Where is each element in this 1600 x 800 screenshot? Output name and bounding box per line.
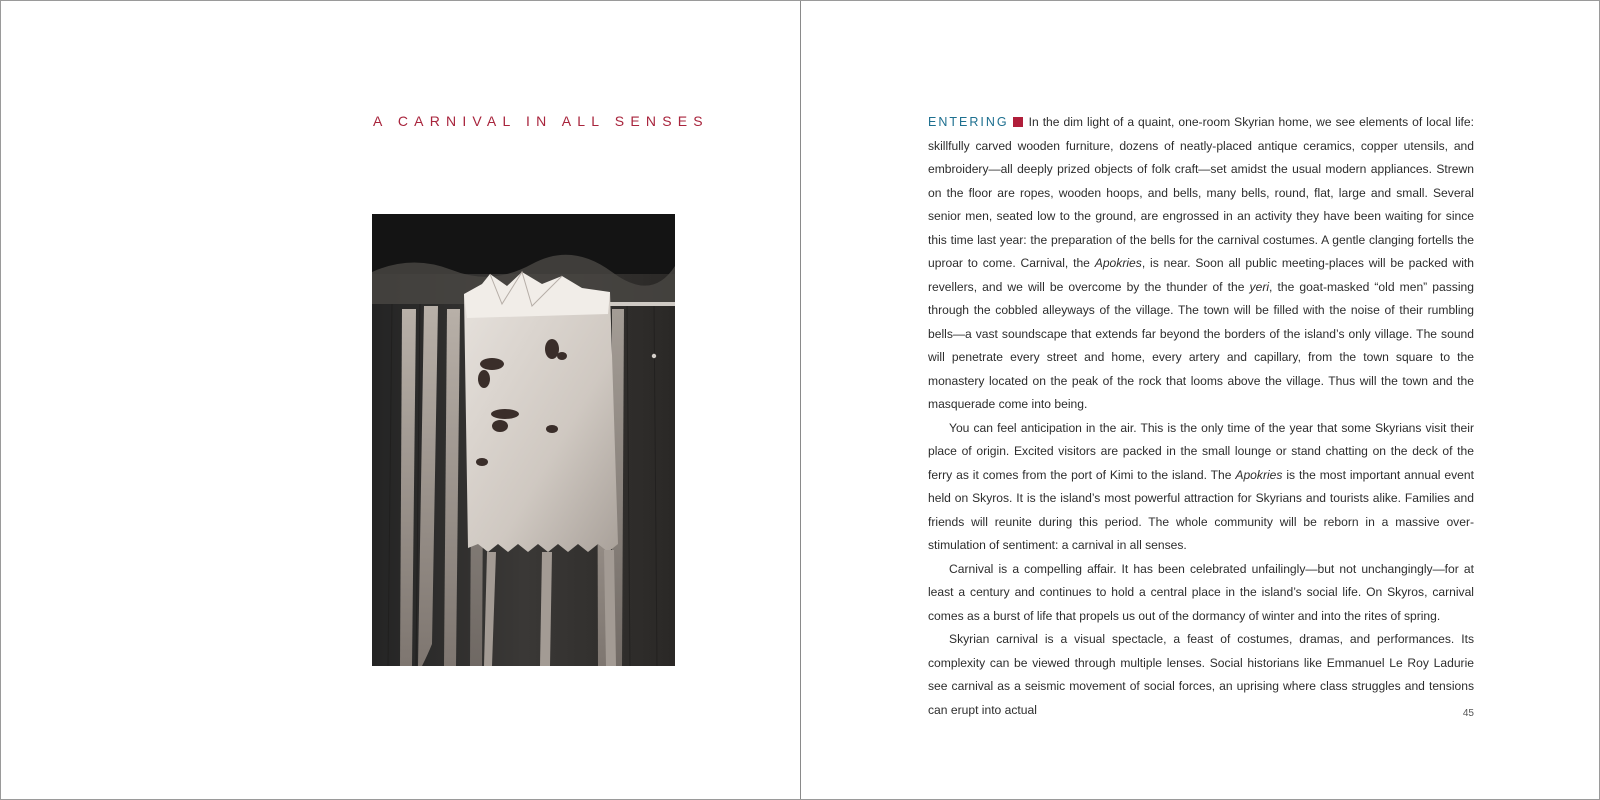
paragraph-1-text: In the dim light of a quaint, one-room Skyrian home, we see elements of local life: skillfully carved wooden furniture, dozens of neatly-placed antique ceramics, copper utensils, and embroidery—all deeply prized objects of folk craft—set amidst the usual modern appliances. Strewn on the floor are ropes, wooden hoops, and bells, many bells, round, flat, large and small. Several senior men, seated low to the ground, are engrossed in an activity they have been waiting for since this time last year: the preparation of the bells for the carnival costumes. A gentle clanging fortells the uproar to come. Carnival, the — [928, 115, 1474, 270]
body-text — [928, 111, 1474, 722]
left-page — [1, 1, 800, 799]
lead-in-label: ENTERING — [928, 115, 1009, 129]
paragraph-1-text: , the goat-masked “old men” passing through the cobbled alleyways of the village. The town will be filled with the noise of their rumbling bells—a vast soundscape that extends far beyond the borders of the island’s only village. The sound will penetrate every street and home, every artery and capillary, from the town square to the monastery located on the peak of the rock that looms above the village. Thus will the town and the masquerade come into being. — [928, 279, 1474, 411]
page-number: 45 — [1462, 708, 1474, 719]
paragraph-2 — [928, 417, 1474, 558]
paragraph-4: Skyrian carnival is a visual spectacle, a feast of costumes, dramas, and performances. Its complexity can be viewed through multiple lenses. Social historians like Emmanuel Le Roy Ladurie see carnival as a seismic movement of social forces, an uprising where class struggles and tensions can erupt into actual — [928, 632, 1474, 717]
paragraph-1 — [928, 111, 1474, 417]
italic-term: yeri — [1249, 279, 1270, 294]
paragraph-2-text: You can feel anticipation in the air. This is the only time of the year that some Skyrians visit their place of origin. Excited visitors are packed in the small lounge or stand chatting on the deck of the ferry as it comes from the port of Kimi to the island. The — [928, 420, 1474, 482]
right-page — [801, 1, 1599, 799]
paragraph-1-text: , is near. Soon all public meeting-places will be packed with revellers, and we will be overcome by the thunder of the — [928, 256, 1475, 294]
chapter-title: A CARNIVAL IN ALL SENSES — [373, 113, 709, 129]
paragraph-2-text: is the most important annual event held on Skyros. It is the island’s most powerful attraction for Skyrians and tourists alike. Families and friends will reunite during this period. The whole community will be reborn in a massive over-stimulation of sentiment: a carnival in all senses. — [928, 467, 1474, 552]
italic-term: Apokries — [1235, 467, 1283, 482]
paper-bag-photo-image — [372, 214, 675, 666]
photograph — [372, 214, 675, 666]
italic-term: Apokries — [1094, 256, 1142, 270]
square-ornament-icon — [1013, 117, 1023, 127]
paragraph-3: Carnival is a compelling affair. It has been celebrated unfailingly—but not unchangingly—for at least a century and continues to hold a central place in the island’s social life. On Skyros, carnival comes as a burst of life that propels us out of the dormancy of winter and into the rites of spring. — [928, 561, 1474, 623]
